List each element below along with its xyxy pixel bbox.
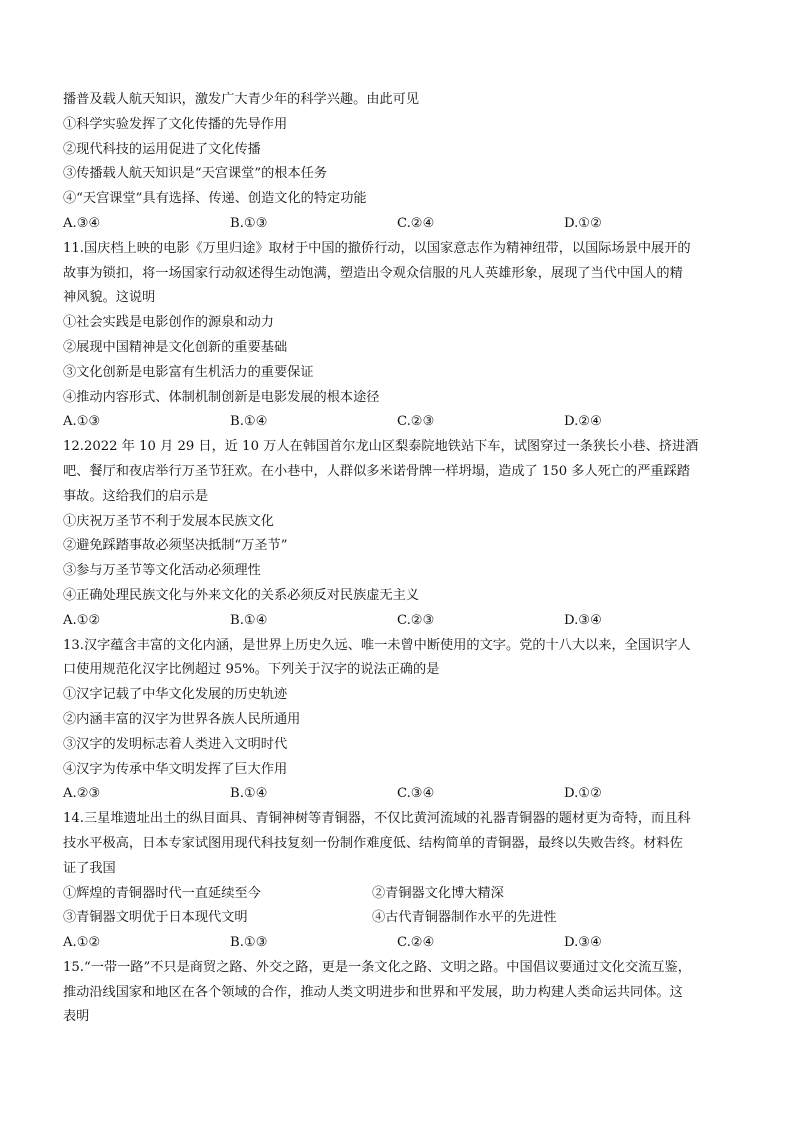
statement-item: ④古代青铜器制作水平的先进性 xyxy=(372,910,557,926)
question-stem-line: 推动沿线国家和地区在各个领域的合作，推动人类文明进步和世界和平发展，助力构建人类命运共同体。这 xyxy=(63,984,683,1000)
option-a: A.②③ xyxy=(63,786,101,802)
statement-item: ③青铜器文明优于日本现代文明 xyxy=(63,910,248,926)
question-15 xyxy=(63,956,731,1030)
option-d: D.③④ xyxy=(564,612,602,628)
question-stem-line: 故事为锁扣，将一场国家行动叙述得生动饱满，塑造出令观众信服的凡人英雄形象，展现了当代中国人的精 xyxy=(63,265,683,281)
question-stem-line: 14.三星堆遗址出土的纵目面具、青铜神树等青铜器，不仅比黄河流域的礼器青铜器的题材更为奇特，而且科 xyxy=(63,811,691,827)
statement-item: ②内涵丰富的汉字为世界各族人民所通用 xyxy=(63,711,301,727)
question-stem-line: 13.汉字蕴含丰富的文化内涵，是世界上历史久远、唯一未曾中断使用的文字。党的十八大以来，全国识字人 xyxy=(63,637,691,653)
statement-item: ①社会实践是电影创作的源泉和动力 xyxy=(63,315,274,331)
statement-item: ①辉煌的青铜器时代一直延续至今 xyxy=(63,885,261,901)
statement-item: ②展现中国精神是文化创新的重要基础 xyxy=(63,339,288,355)
option-c: C.③④ xyxy=(397,786,435,802)
question-stem-line: 神风貌。这说明 xyxy=(63,290,156,306)
option-d: D.②④ xyxy=(564,414,602,430)
option-a: A.①③ xyxy=(63,414,101,430)
statement-item: ②避免踩踏事故必须坚决抵制“万圣节” xyxy=(63,538,288,554)
option-c: C.②④ xyxy=(397,215,435,231)
statement-item: ④汉字为传承中华文明发挥了巨大作用 xyxy=(63,761,288,777)
statement-item: ④推动内容形式、体制机制创新是电影发展的根本途径 xyxy=(63,389,380,405)
question-stem-line: 技水平极高，日本专家试图用现代科技复刻一份制作难度低、结构简单的青铜器，最终以失败告终。材料佐 xyxy=(63,835,683,851)
option-c: C.②③ xyxy=(397,612,435,628)
option-b: B.①③ xyxy=(230,215,268,231)
option-b: B.①④ xyxy=(230,786,268,802)
question-stem-line: 播普及载人航天知识，激发广大青少年的科学兴趣。由此可见 xyxy=(63,92,420,107)
statement-item: ④“天宫课堂”具有选择、传递、创造文化的特定功能 xyxy=(63,191,367,207)
option-d: D.①② xyxy=(564,786,602,802)
question-12 xyxy=(63,435,731,633)
statement-item: ④正确处理民族文化与外来文化的关系必须反对民族虚无主义 xyxy=(63,587,420,603)
option-b: B.①③ xyxy=(230,935,268,951)
option-c: C.②④ xyxy=(397,935,435,951)
option-c: C.②③ xyxy=(397,414,435,430)
statement-item: ①汉字记载了中华文化发展的历史轨迹 xyxy=(63,687,288,703)
statement-item: ③文化创新是电影富有生机活力的重要保证 xyxy=(63,364,314,380)
question-stem-line: 12.2022 年 10 月 29 日，近 10 万人在韩国首尔龙山区梨泰院地铁站下车，试图穿过一条狭长小巷、挤进酒 xyxy=(63,439,699,455)
question-13 xyxy=(63,634,731,808)
statement-item: ③传播载人航天知识是“天宫课堂”的根本任务 xyxy=(63,166,328,182)
question-stem-line: 证了我国 xyxy=(63,860,116,876)
answer-options xyxy=(63,212,731,237)
statement-item: ③参与万圣节等文化活动必须理性 xyxy=(63,563,261,579)
option-d: D.①② xyxy=(564,215,602,231)
option-d: D.③④ xyxy=(564,935,602,951)
statement-pair xyxy=(63,882,731,907)
question-stem-line: 口使用规范化汉字比例超过 95%。下列关于汉字的说法正确的是 xyxy=(63,662,440,678)
statement-item: ③汉字的发明标志着人类进入文明时代 xyxy=(63,736,288,752)
answer-options xyxy=(63,931,731,956)
option-b: B.①④ xyxy=(230,612,268,628)
statement-item: ②现代科技的运用促进了文化传播 xyxy=(63,141,261,157)
question-stem-line: 15.“一带一路”不只是商贸之路、外交之路，更是一条文化之路、文明之路。中国倡议要通过文化交流互鉴， xyxy=(63,959,691,975)
option-a: A.③④ xyxy=(63,215,101,231)
question-stem-line: 吧、餐厅和夜店举行万圣节狂欢。在小巷中，人群似多米诺骨牌一样坍塌，造成了 150 多人死亡的严重踩踏 xyxy=(63,463,690,479)
answer-options xyxy=(63,410,731,435)
question-14 xyxy=(63,807,731,956)
question-stem-line: 11.国庆档上映的电影《万里归途》取材于中国的撤侨行动，以国家意志作为精神纽带，以国际场景中展开的 xyxy=(63,240,691,256)
answer-options xyxy=(63,782,731,807)
statement-pair xyxy=(63,906,731,931)
statement-item: ①科学实验发挥了文化传播的先导作用 xyxy=(63,116,288,132)
option-a: A.①② xyxy=(63,935,101,951)
option-b: B.①④ xyxy=(230,414,268,430)
question-stem-line: 表明 xyxy=(63,1009,90,1025)
question-10 xyxy=(63,88,731,237)
question-stem-line: 事故。这给我们的启示是 xyxy=(63,488,209,504)
option-a: A.①② xyxy=(63,612,101,628)
statement-item: ①庆祝万圣节不利于发展本民族文化 xyxy=(63,513,274,529)
answer-options xyxy=(63,609,731,634)
exam-page xyxy=(63,88,731,1030)
question-11 xyxy=(63,237,731,435)
statement-item: ②青铜器文化博大精深 xyxy=(372,885,504,901)
